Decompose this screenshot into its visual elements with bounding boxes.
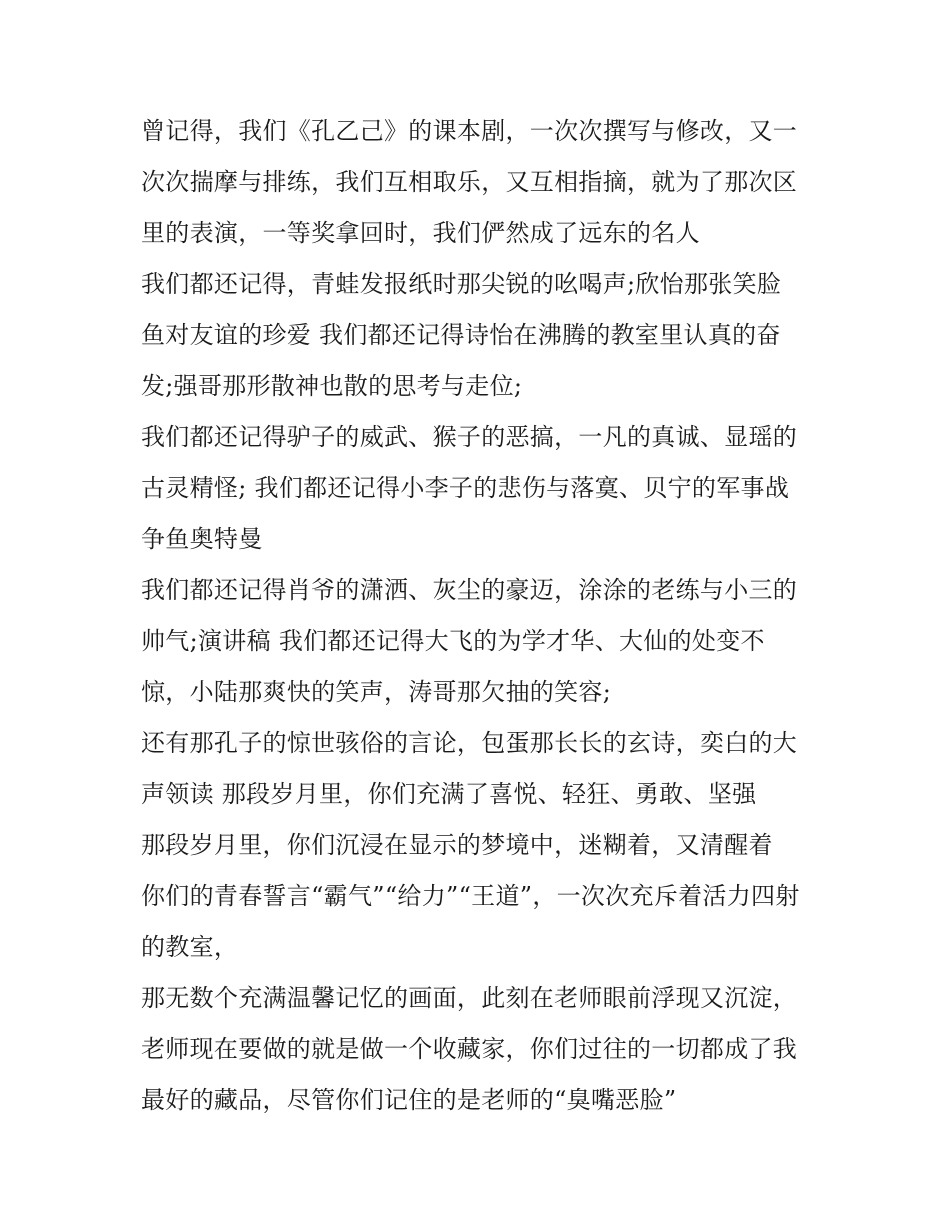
text-line: 那无数个充满温馨记忆的画面，此刻在老师眼前浮现又沉淀， — [141, 984, 798, 1012]
text-line: 次次揣摩与排练，我们互相取乐，又互相指摘，就为了那次区 — [141, 168, 798, 196]
text-line: 里的表演，一等奖拿回时，我们俨然成了远东的名人 — [141, 219, 700, 247]
text-line: 争鱼奥特曼 — [141, 525, 263, 553]
text-line: 的教室， — [141, 933, 239, 961]
document-body — [141, 106, 821, 1126]
text-line: 古灵精怪; 我们都还记得小李子的悲伤与落寞、贝宁的军事战 — [141, 474, 790, 502]
text-line: 声领读 那段岁月里，你们充满了喜悦、轻狂、勇敢、坚强 — [141, 780, 757, 808]
text-line: 还有那孔子的惊世骇俗的言论，包蛋那长长的玄诗，奕白的大 — [141, 729, 798, 757]
text-line: 我们都还记得肖爷的潇洒、灰尘的豪迈，涂涂的老练与小三的 — [141, 576, 798, 604]
text-line: 最好的藏品，尽管你们记住的是老师的“臭嘴恶脸” — [141, 1086, 677, 1114]
text-line: 我们都还记得，青蛙发报纸时那尖锐的吆喝声;欣怡那张笑脸 — [141, 270, 782, 298]
text-line: 我们都还记得驴子的威武、猴子的恶搞，一凡的真诚、显瑶的 — [141, 423, 798, 451]
text-line: 发;强哥那形散神也散的思考与走位; — [141, 372, 523, 400]
text-line: 那段岁月里，你们沉浸在显示的梦境中，迷糊着，又清醒着 — [141, 831, 773, 859]
text-line: 曾记得，我们《孔乙己》的课本剧，一次次撰写与修改，又一 — [141, 117, 798, 145]
text-line: 惊，小陆那爽快的笑声，涛哥那欠抽的笑容; — [141, 678, 612, 706]
text-line: 你们的青春誓言“霸气”“给力”“王道”，一次次充斥着活力四射 — [141, 882, 800, 910]
text-line: 老师现在要做的就是做一个收藏家，你们过往的一切都成了我 — [141, 1035, 798, 1063]
text-line: 帅气;演讲稿 我们都还记得大飞的为学才华、大仙的处变不 — [141, 627, 765, 655]
text-line: 鱼对友谊的珍爱 我们都还记得诗怡在沸腾的教室里认真的奋 — [141, 321, 781, 349]
